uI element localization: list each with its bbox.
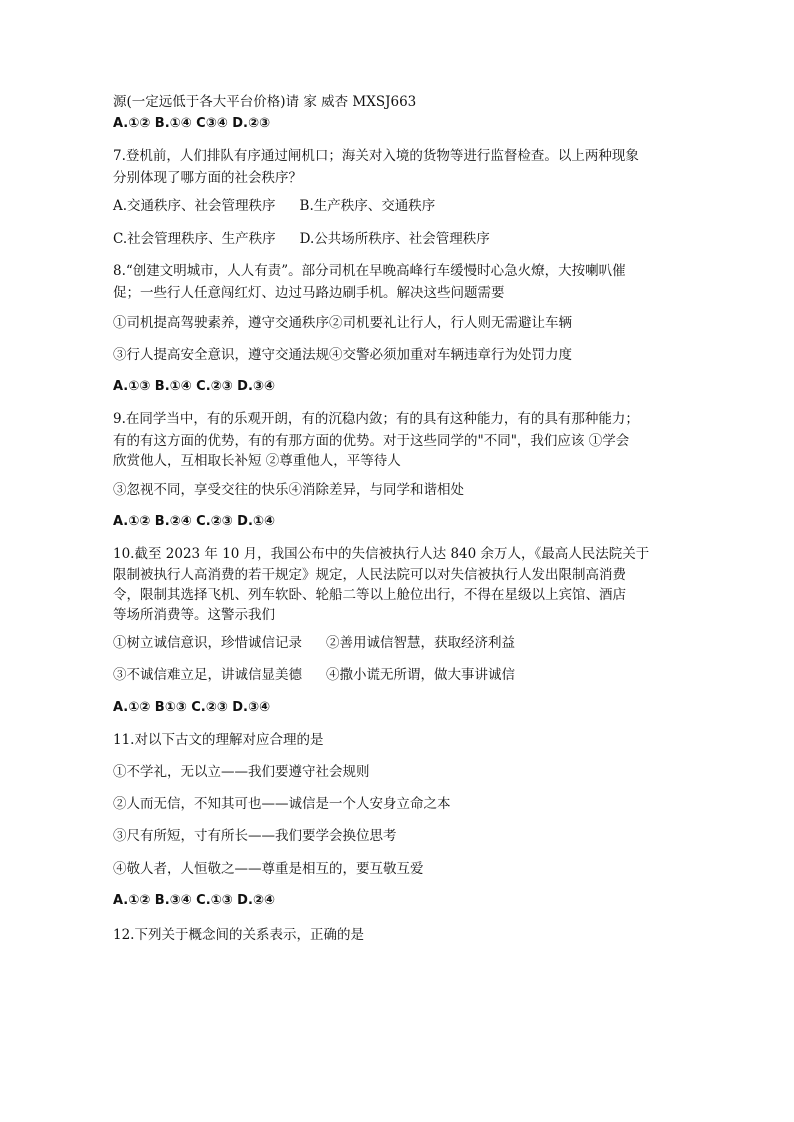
q11-item-3: ③尺有所短，寸有所长——我们要学会换位思考 — [113, 828, 397, 844]
q8-items-line-1: ①司机提高驾驶素养，遵守交通秩序②司机要礼让行人，行人则无需避让车辆 — [113, 315, 572, 331]
q8-stem-line-2: 促；一些行人任意闯红灯、边过马路边刷手机。解决这些问题需要 — [113, 285, 505, 301]
q7-option-c: C.社会管理秩序、生产秩序 — [113, 231, 276, 247]
q11-item-4: ④敬人者，人恒敬之——尊重是相互的，要互敬互爱 — [113, 861, 424, 877]
q7-options-row-2 — [113, 230, 490, 248]
q7-stem-line-2: 分别体现了哪方面的社会秩序？ — [113, 170, 302, 186]
q10-items-row-2 — [113, 666, 515, 684]
q10-item-1: ①树立诚信意识，珍惜诚信记录 — [113, 635, 302, 651]
q10-item-2: ②善用诚信智慧，获取经济利益 — [326, 635, 515, 651]
q7-option-a: A.交通秩序、社会管理秩序 — [113, 198, 276, 214]
q11-item-1: ①不学礼，无以立——我们要遵守社会规则 — [113, 764, 370, 780]
q8-answer-options: A.①③ B.①④ C.②③ D.③④ — [113, 379, 275, 394]
q7-option-d: D.公共场所秩序、社会管理秩序 — [299, 231, 490, 247]
intro-line: 源(一定远低于各大平台价格)请 家 威杏 MXSJ663 — [113, 94, 417, 110]
q10-items-row-1 — [113, 634, 515, 652]
q7-option-b: B.生产秩序、交通秩序 — [299, 198, 436, 214]
q10-item-4: ④撒小谎无所谓，做大事讲诚信 — [326, 667, 515, 683]
q9-answer-options: A.①② B.②④ C.②③ D.①④ — [113, 514, 275, 529]
q10-item-3: ③不诚信难立足，讲诚信显美德 — [113, 667, 302, 683]
q11-stem: 11.对以下古文的理解对应合理的是 — [113, 732, 324, 748]
q10-stem-line-1: 10.截至 2023 年 10 月，我国公布中的失信被执行人达 840 余万人，《最高人民法院关于 — [113, 546, 650, 562]
q11-answer-options: A.①② B.③④ C.①③ D.②④ — [113, 893, 275, 908]
q9-stem-line-2: 有的有这方面的优势，有的有那方面的优势。对于这些同学的"不同"，我们应该 ①学会 — [113, 433, 630, 449]
q9-stem-line-3: 欣赏他人，互相取长补短 ②尊重他人，平等待人 — [113, 453, 401, 469]
intro-answer-options: A.①② B.①④ C③④ D.②③ — [113, 116, 270, 131]
q10-answer-options: A.①② B①③ C.②③ D.③④ — [113, 700, 270, 715]
q9-stem-line-1: 9.在同学当中，有的乐观开朗，有的沉稳内敛；有的具有这种能力，有的具有那种能力； — [113, 411, 639, 427]
q7-stem-line-1: 7.登机前，人们排队有序通过闸机口；海关对入境的货物等进行监督检查。以上两种现象 — [113, 148, 639, 164]
q8-stem-line-1: 8.“创建文明城市，人人有责”。部分司机在早晚高峰行车缓慢时心急火燎，大按喇叭催 — [113, 263, 626, 279]
q12-stem: 12.下列关于概念间的关系表示，正确的是 — [113, 927, 364, 943]
q11-item-2: ②人而无信，不知其可也——诚信是一个人安身立命之本 — [113, 796, 451, 812]
q9-items-line-1: ③忽视不同，享受交往的快乐④消除差异，与同学和谐相处 — [113, 482, 464, 498]
q10-stem-line-3: 令，限制其选择飞机、列车软卧、轮船二等以上舱位出行，不得在星级以上宾馆、酒店 — [113, 587, 626, 603]
q10-stem-line-2: 限制被执行人高消费的若干规定》规定，人民法院可以对失信被执行人发出限制高消费 — [113, 567, 626, 583]
q7-options-row-1 — [113, 197, 435, 215]
q10-stem-line-4: 等场所消费等。这警示我们 — [113, 607, 275, 623]
q8-items-line-2: ③行人提高安全意识，遵守交通法规④交警必须加重对车辆违章行为处罚力度 — [113, 347, 572, 363]
